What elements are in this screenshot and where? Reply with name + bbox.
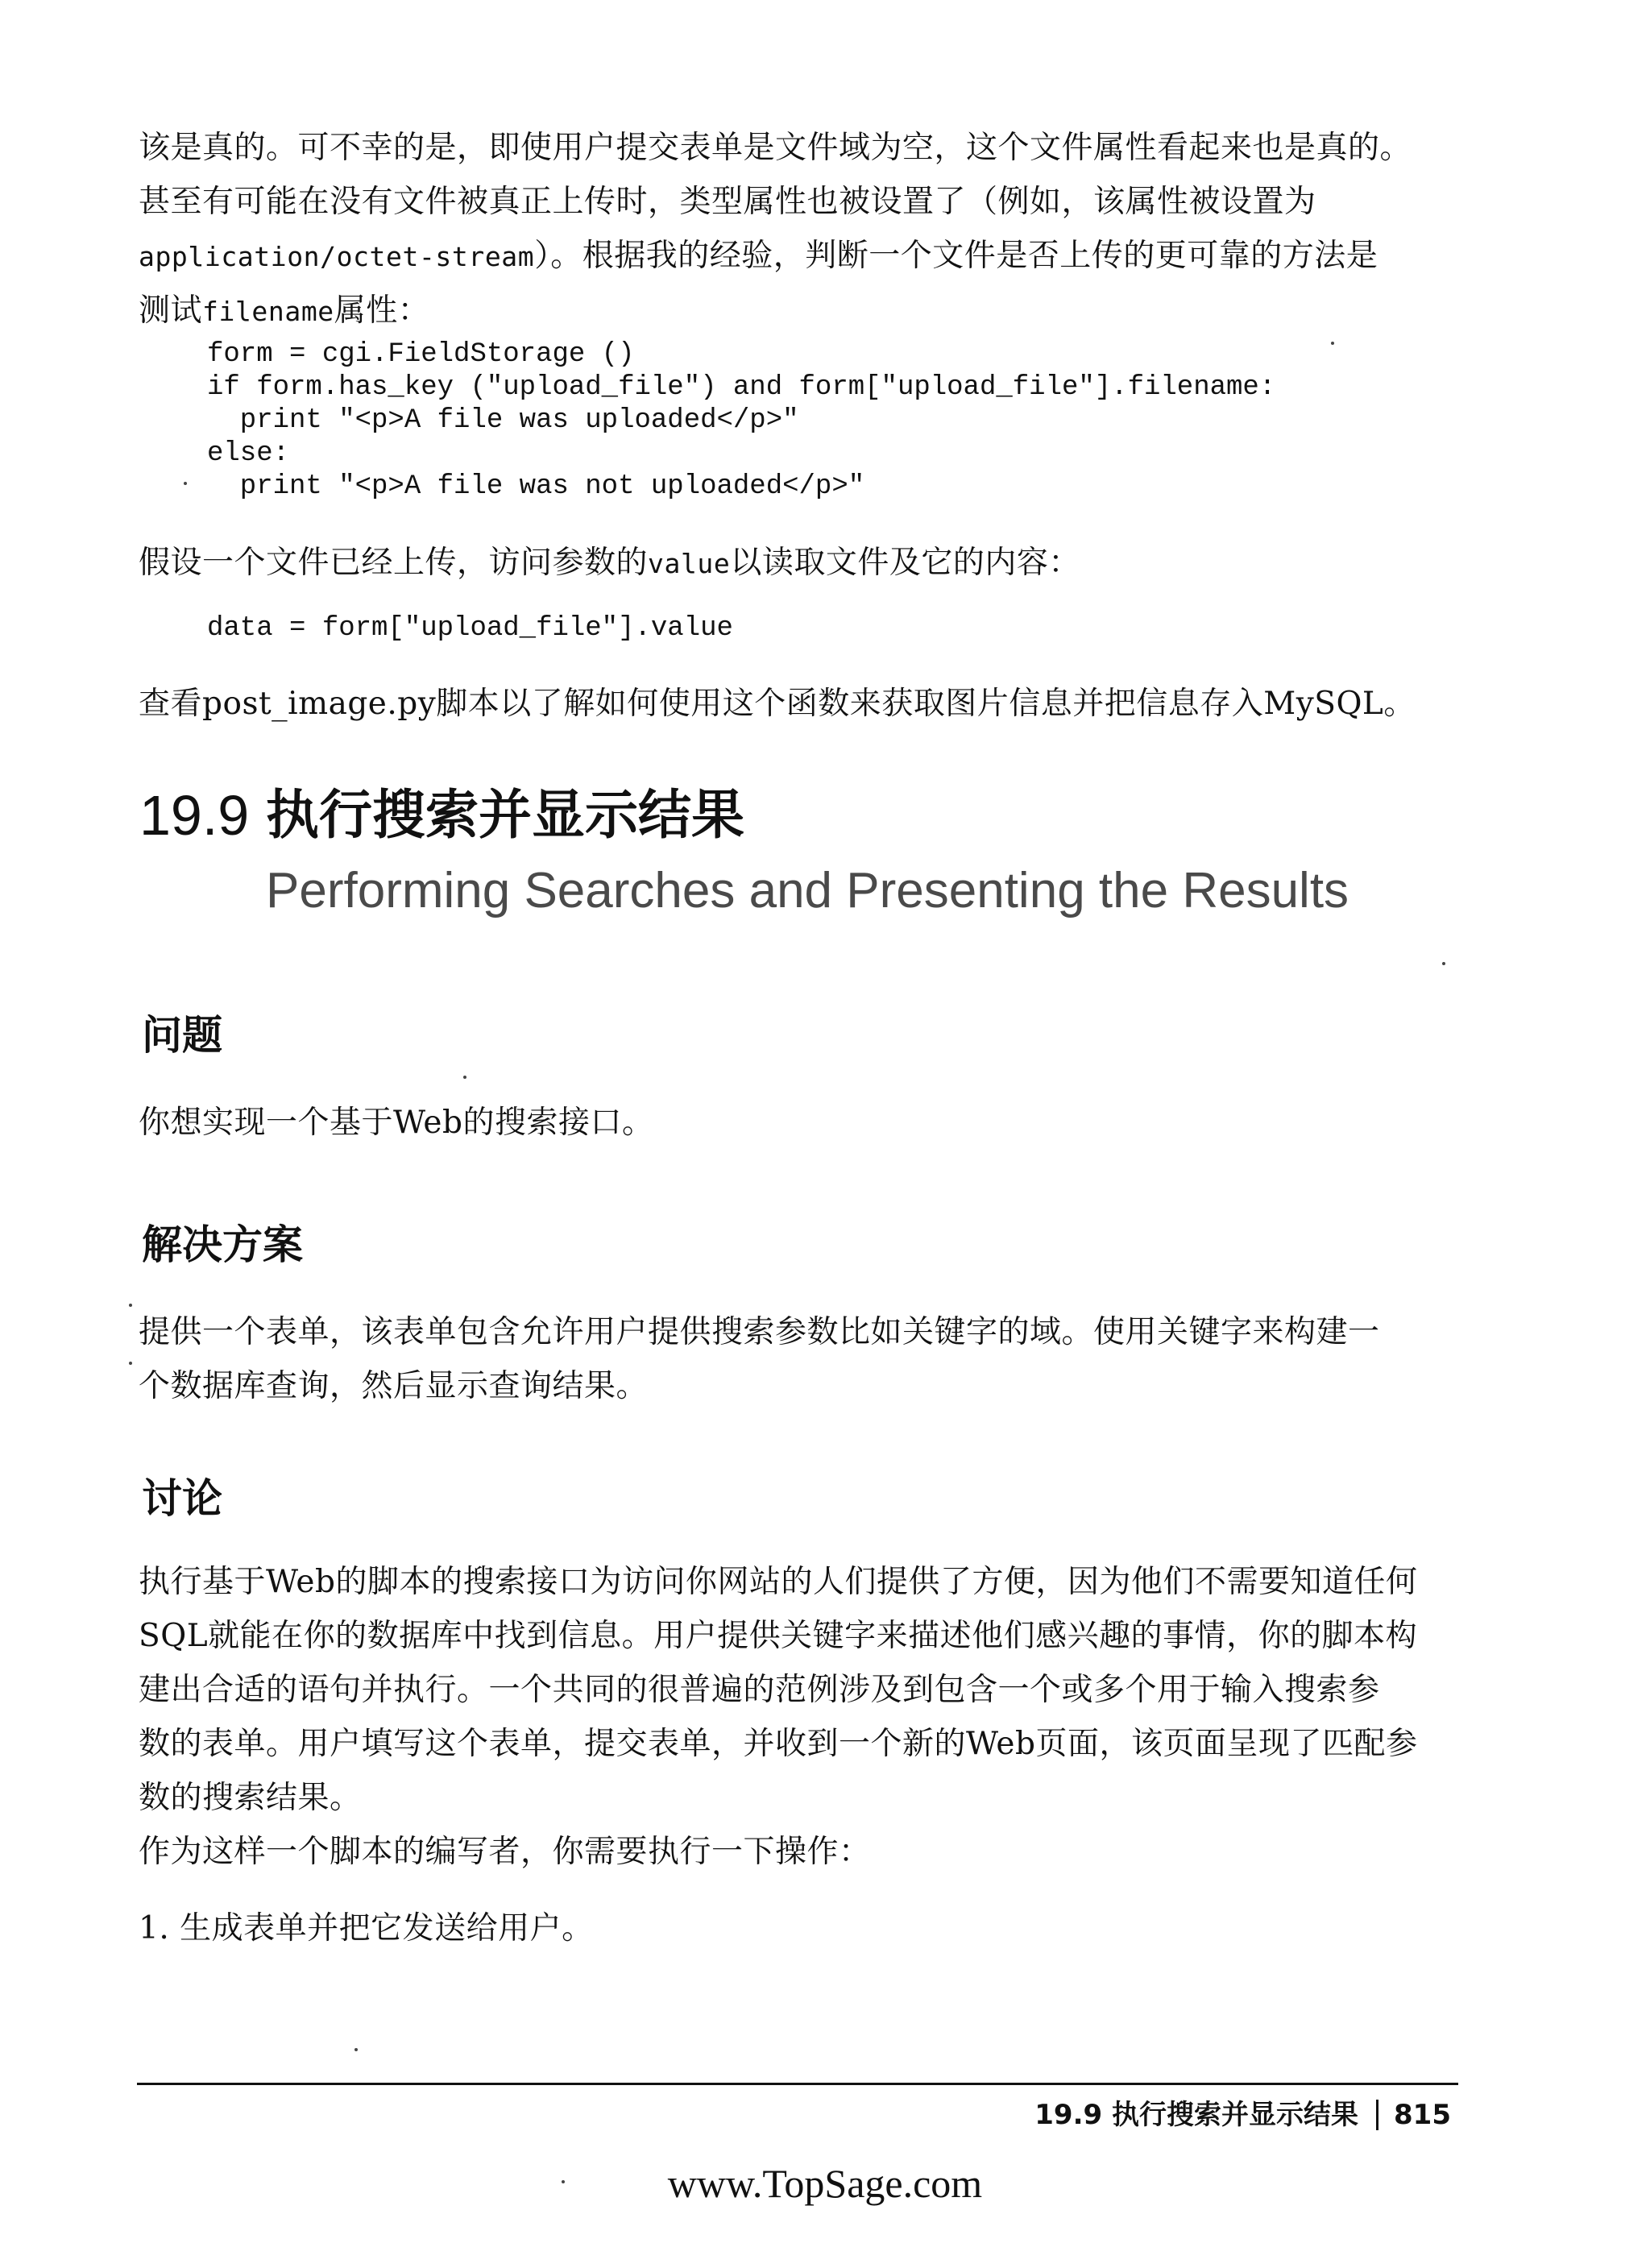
mime-type-code: application/octet-stream [139,241,535,272]
intro-line-3-text: ）。根据我的经验，判断一个文件是否上传的更可靠的方法是 [534,238,1378,274]
filename-code: filename [202,296,334,327]
page-number: 815 [1394,2099,1451,2131]
problem-text: 你想实现一个基于Web的搜索接口。 [139,1105,654,1141]
intro-line-3 [139,229,1460,284]
intro-line-4-pre: 测试 [139,292,203,329]
section-title-en: Performing Searches and Presenting the Results [266,863,1349,918]
scan-speck [1331,342,1334,345]
intro-paragraph [139,121,1460,338]
value-para-post: 以读取文件及它的内容： [730,545,1080,581]
footer-separator [1376,2100,1378,2130]
footer-rule [137,2083,1458,2085]
intro-line-2: 甚至有可能在没有文件被真正上传时，类型属性也被设置了（例如，该属性被设置为 [139,184,1316,220]
intro-line-1: 该是真的。可不幸的是，即使用户提交表单是文件域为空，这个文件属性看起来也是真的。 [139,130,1412,166]
discussion-paragraph-2: 作为这样一个脚本的编写者，你需要执行一下操作： [139,1834,871,1870]
discussion-line-5: 数的搜索结果。 [139,1780,362,1816]
discussion-heading: 讨论 [142,1475,222,1522]
list-item-1: 1. 生成表单并把它发送给用户。 [139,1910,594,1947]
intro-line-4-post: 属性： [334,292,430,329]
scan-speck [184,482,187,485]
discussion-line-2: SQL就能在你的数据库中找到信息。用户提供关键字来描述他们感兴趣的事情，你的脚本构 [139,1618,1418,1654]
scan-speck [354,2048,358,2051]
discussion-line-4: 数的表单。用户填写这个表单，提交表单，并收到一个新的Web页面，该页面呈现了匹配参 [139,1726,1418,1762]
value-code: value [648,548,731,579]
discussion-line-1: 执行基于Web的脚本的搜索接口为访问你网站的人们提供了方便，因为他们不需要知道任何 [139,1564,1418,1600]
section-title-zh: 执行搜索并显示结果 [266,784,744,846]
solution-paragraph [139,1305,1460,1413]
solution-line-2: 个数据库查询，然后显示查询结果。 [139,1368,649,1404]
discussion-line-3: 建出合适的语句并执行。一个共同的很普遍的范例涉及到包含一个或多个用于输入搜索参 [139,1672,1380,1708]
solution-line-1: 提供一个表单，该表单包含允许用户提供搜索参数比如关键字的域。使用关键字来构建一 [139,1314,1380,1350]
value-paragraph [139,536,1460,591]
post-image-paragraph: 查看post_image.py脚本以了解如何使用这个函数来获取图片信息并把信息存入MySQL。 [139,686,1416,722]
problem-heading: 问题 [142,1012,222,1059]
discussion-paragraph [139,1555,1460,1825]
code-block-read-value: data = form["upload_file"].value [207,613,733,644]
scan-speck [129,1362,132,1365]
scan-speck [129,1304,132,1307]
scan-speck [562,2180,565,2183]
code-block-filename-check: form = cgi.FieldStorage () if form.has_key ("upload_file") and form["upload_file"].filename: print "<p>A file was uploaded</p>" else: print "<p>A file was not uploaded</p>" [207,339,1276,502]
section-number: 19.9 [139,784,250,847]
intro-line-4 [139,284,1460,338]
scan-speck [463,1076,466,1079]
solution-heading: 解决方案 [142,1221,303,1268]
watermark-url: www.TopSage.com [667,2161,983,2206]
scan-speck [1442,962,1445,965]
value-para-pre: 假设一个文件已经上传，访问参数的 [139,545,649,581]
running-footer-title: 19.9 执行搜索并显示结果 [1034,2099,1358,2131]
